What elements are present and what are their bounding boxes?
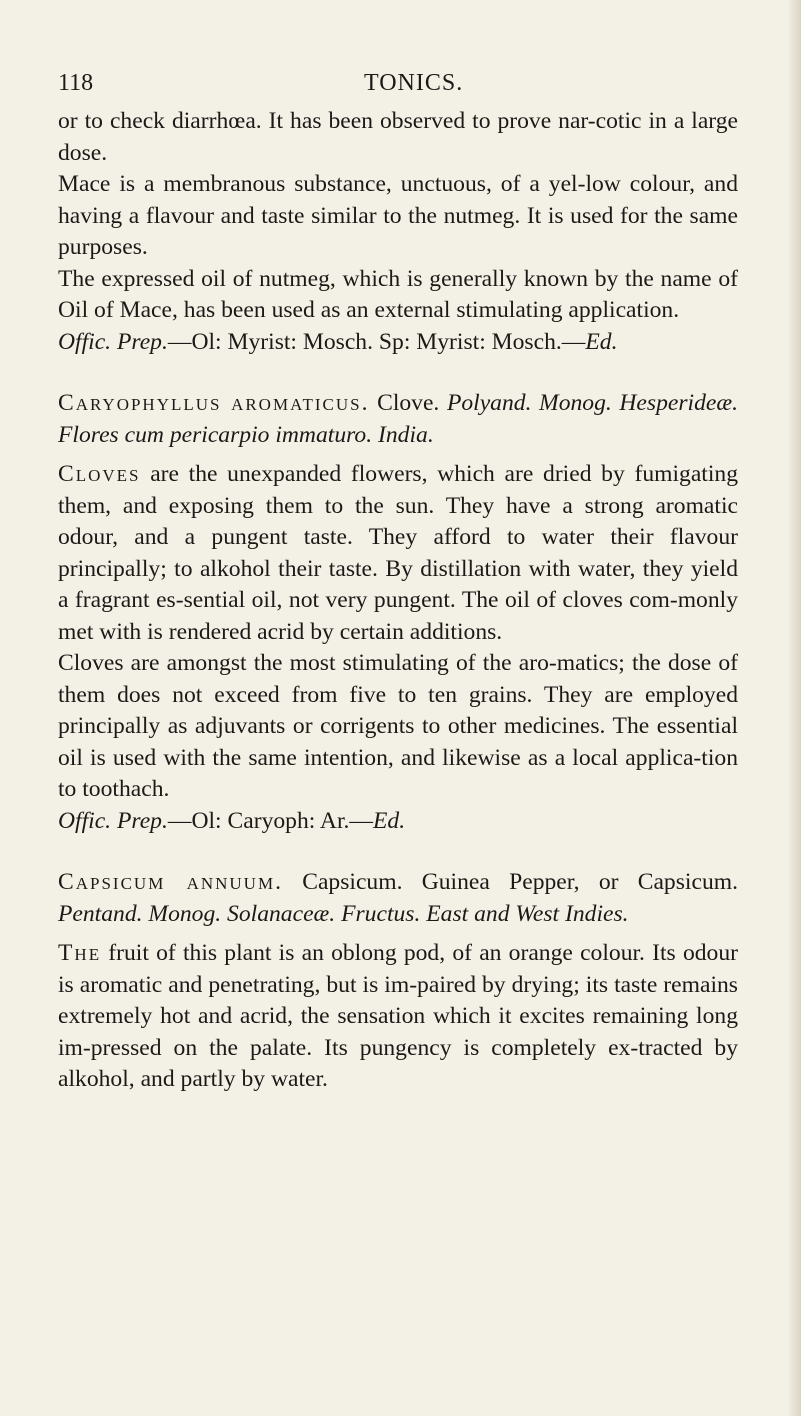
offic-prep-label: Offic. Prep. <box>58 328 168 355</box>
species-name: Caryophyllus aromaticus. <box>58 390 370 416</box>
common-name: Clove. <box>369 390 447 416</box>
page-number: 118 <box>58 70 94 96</box>
lead-word: Cloves <box>58 461 141 487</box>
offic-prep-text: —Ol: Myrist: Mosch. Sp: Myrist: Mosch.— <box>167 328 586 355</box>
running-head: TONICS. <box>364 70 464 96</box>
paragraph-capsicum <box>58 938 738 1096</box>
common-name: Capsicum. Guinea Pepper, or Capsicum. <box>282 869 738 895</box>
book-page <box>58 70 738 1096</box>
entry-heading-caryophyllus <box>58 388 738 451</box>
paragraph-cloves-dose: Cloves are amongst the most stimulating of the aro-matics; the dose of them does not exceed from five to ten grains. They are employed principally as adjuvants or corrigents to other medicines. The essential oil is used with the same intention, and likewise as a local applica-tion to toothach. <box>58 650 738 802</box>
page-header <box>58 70 738 106</box>
paragraph-continuation: or to check diarrhœa. It has been observed to prove nar-cotic in a large dose. <box>58 108 738 166</box>
species-name: Capsicum annuum. <box>58 869 283 895</box>
lead-word: The <box>58 940 102 966</box>
paragraph-text: fruit of this plant is an oblong pod, of an orange colour. Its odour is aromatic and penetrating, but is im-paired by drying; its taste remains extremely hot and acrid, the sensation which it excites remaining long im-pressed on the palate. Its pungency is completely ex-tracted by alkohol, and partly by water. <box>58 940 738 1092</box>
paragraph-offic-prep-cloves <box>58 806 738 838</box>
page-edge-shadow <box>787 0 801 1416</box>
classification: Polyand. Monog. Hesperideæ. Flores cum pericarpio immaturo. India. <box>58 390 738 448</box>
paragraph-text: are the unexpanded flowers, which are dried by fumigating them, and exposing them to the sun. They have a strong aromatic odour, and a pungent taste. They afford to water their flavour principally; to alkohol their taste. By distillation with water, they yield a fragrant es-sential oil, not very pungent. The oil of cloves com-monly met with is rendered acrid by certain additions. <box>58 461 738 645</box>
offic-prep-text: —Ol: Caryoph: Ar.— <box>167 807 373 834</box>
entry-heading-capsicum <box>58 867 738 930</box>
paragraph-cloves <box>58 459 738 648</box>
paragraph-mace: Mace is a membranous substance, unctuous, of a yel-low colour, and having a flavour and taste similar to the nutmeg. It is used for the same purposes. <box>58 171 738 260</box>
offic-prep-label: Offic. Prep. <box>58 807 168 834</box>
editor-mark: Ed. <box>585 328 618 355</box>
paragraph-offic-prep-nutmeg <box>58 327 738 359</box>
body-text <box>58 106 738 1096</box>
editor-mark: Ed. <box>373 807 406 834</box>
classification: Pentand. Monog. Solanaceæ. Fructus. East and West Indies. <box>58 900 629 927</box>
paragraph-oil-of-mace: The expressed oil of nutmeg, which is generally known by the name of Oil of Mace, has been used as an external stimulating application. <box>58 265 738 323</box>
